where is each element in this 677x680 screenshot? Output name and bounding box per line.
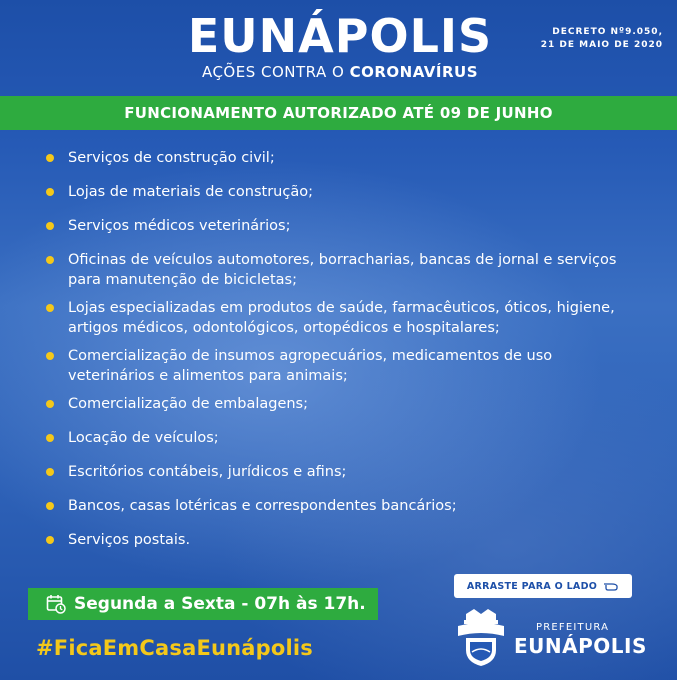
list-item (44, 298, 634, 338)
list-item-text: Oficinas de veículos automotores, borracharias, bancas de jornal e serviços para manutenção de bicicletas; (68, 252, 617, 288)
city-crest-icon (452, 606, 510, 668)
bullet-icon (46, 400, 54, 408)
bullet-icon (46, 256, 54, 264)
logo-name: EUNÁPOLIS (514, 634, 647, 658)
list-item-text: Comercialização de insumos agropecuários, medicamentos de uso veterinários e alimentos para animais; (68, 348, 553, 384)
bullet-icon (46, 352, 54, 360)
authorized-services-list (44, 148, 634, 564)
list-item (44, 346, 634, 386)
list-item (44, 250, 634, 290)
bullet-icon (46, 536, 54, 544)
subtitle-highlight: CORONAVÍRUS (349, 63, 479, 81)
list-item-text: Serviços postais. (68, 532, 191, 548)
subtitle-prefix: AÇÕES CONTRA O (201, 63, 350, 81)
schedule-badge (28, 588, 378, 620)
list-item (44, 530, 634, 550)
list-item (44, 428, 634, 448)
hashtag: #FicaEmCasaEunápolis (36, 636, 314, 660)
pointing-hand-icon (603, 579, 619, 594)
bullet-icon (46, 502, 54, 510)
decree-reference (541, 26, 663, 52)
page-subtitle (170, 62, 510, 82)
list-item-text: Comercialização de embalagens; (68, 396, 309, 412)
schedule-text: Segunda a Sexta - 07h às 17h. (74, 594, 366, 614)
authorization-banner (0, 96, 677, 130)
list-item-text: Lojas de materiais de construção; (68, 184, 313, 200)
list-item-text: Escritórios contábeis, jurídicos e afins; (68, 464, 347, 480)
logo-prefix: PREFEITURA (536, 622, 610, 633)
bullet-icon (46, 154, 54, 162)
bullet-icon (46, 188, 54, 196)
list-item (44, 462, 634, 482)
list-item-text: Locação de veículos; (68, 430, 219, 446)
list-item-text: Serviços médicos veterinários; (68, 218, 291, 234)
swipe-hint (454, 574, 632, 598)
calendar-clock-icon (46, 594, 66, 614)
list-item (44, 148, 634, 168)
list-item-text: Serviços de construção civil; (68, 150, 275, 166)
bullet-icon (46, 304, 54, 312)
list-item-text: Bancos, casas lotéricas e correspondentes bancários; (68, 498, 457, 514)
swipe-hint-label: ARRASTE PARA O LADO (466, 580, 598, 592)
list-item-text: Lojas especializadas em produtos de saúde, farmacêuticos, óticos, higiene, artigos médicos, odontológicos, ortopédicos e hospitalares; (68, 300, 615, 336)
bullet-icon (46, 468, 54, 476)
list-item (44, 496, 634, 516)
list-item (44, 182, 634, 202)
bullet-icon (46, 434, 54, 442)
list-item (44, 216, 634, 236)
decree-date: 21 DE MAIO DE 2020 (540, 40, 663, 50)
authorization-banner-text: FUNCIONAMENTO AUTORIZADO ATÉ 09 DE JUNHO (124, 104, 553, 122)
page-title: EUNÁPOLIS (187, 9, 493, 63)
bullet-icon (46, 222, 54, 230)
list-item (44, 394, 634, 414)
decree-number: DECRETO Nº9.050, (552, 27, 663, 37)
